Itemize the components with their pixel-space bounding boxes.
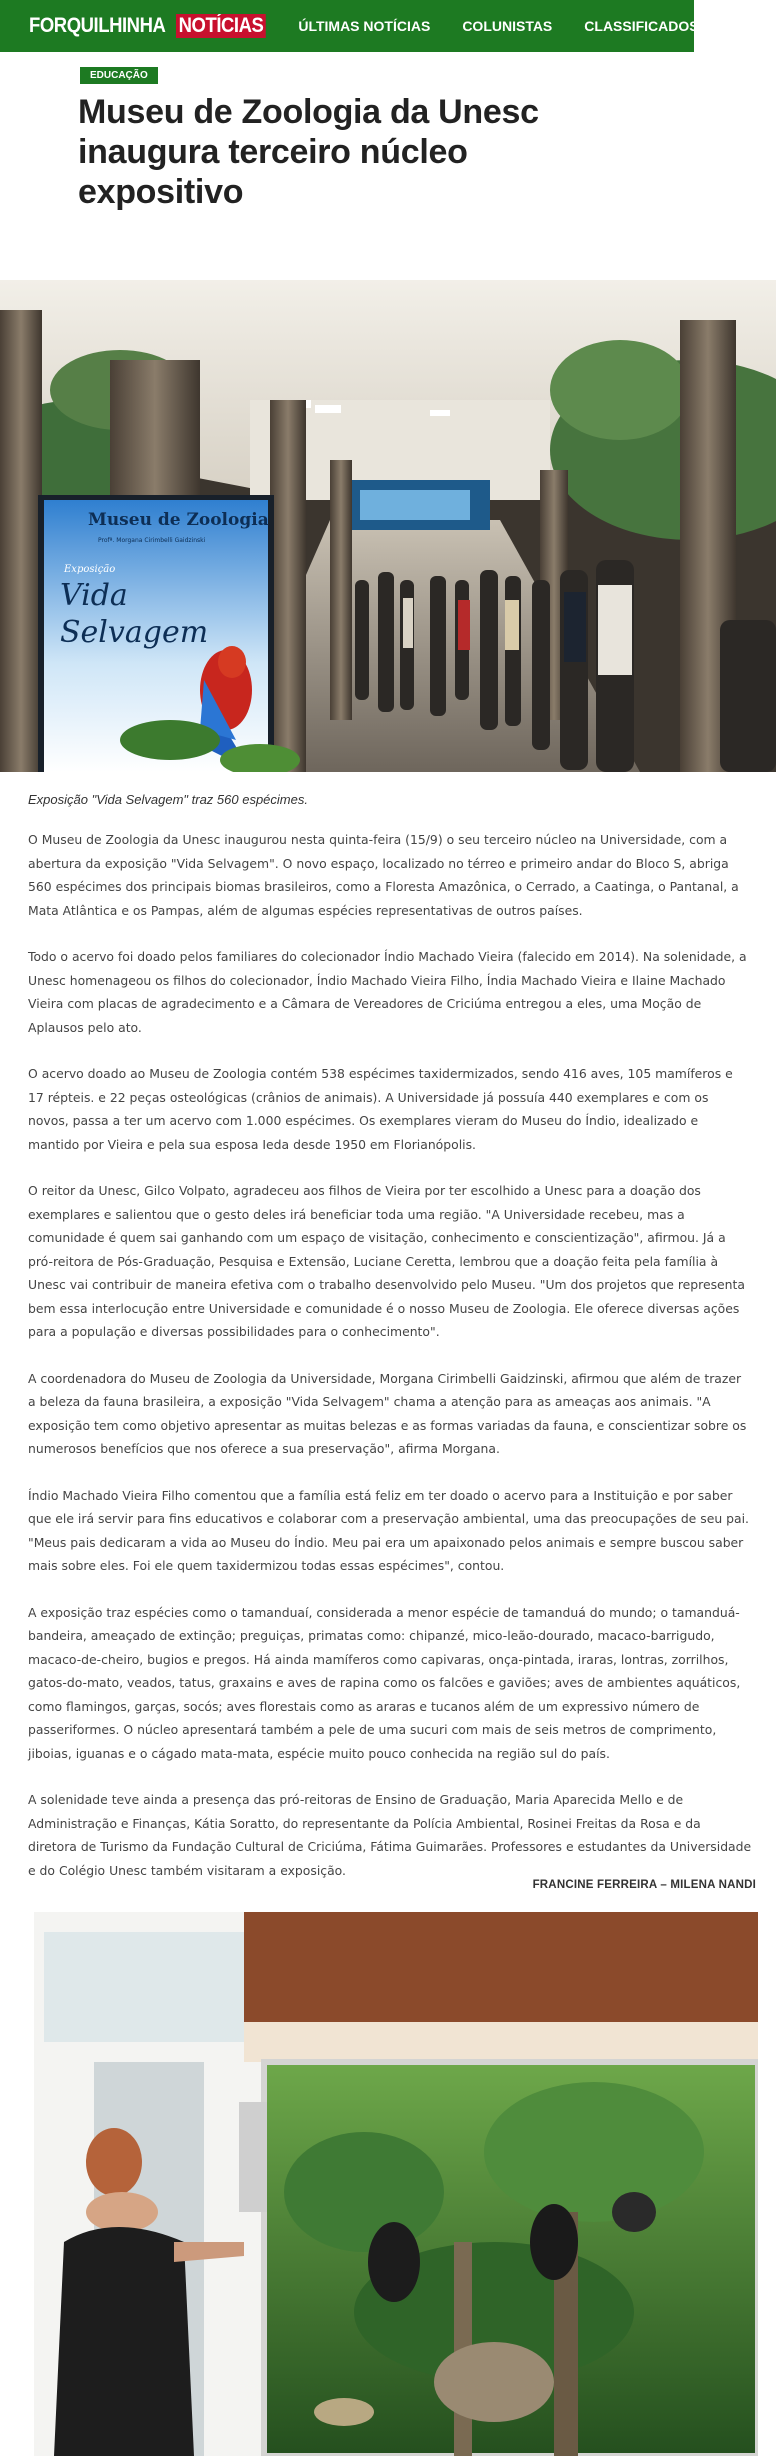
- category-badge[interactable]: EDUCAÇÃO: [80, 67, 158, 84]
- sign-exhibit-label: Exposição: [64, 564, 116, 575]
- photo-illustration: [34, 1912, 758, 2456]
- article-paragraph: Todo o acervo foi doado pelos familiares do colecionador Índio Machado Vieira (falecido em 2014). Na solenidade, a Unesc homenageou os filhos do colecionador, Índio Machado Vieira Filho, Índia Machado Vieira e Ilaine Machado Vieira com placas de agradecimento e a Câmara de Vereadores de Criciúma entregou a eles, uma Moção de Aplausos pelo ato.: [28, 949, 747, 1035]
- hero-image: [0, 280, 776, 772]
- article-paragraph: O acervo doado ao Museu de Zoologia contém 538 espécimes taxidermizados, sendo 416 aves, 105 mamíferos e 17 répteis. e 22 peças osteológicas (crânios de animais). A Universidade já possuía 440 exemplares e com os novos, passa a ter um acervo com 1.000 espécimes. Os exemplares vieram do Museu do Índio, idealizado e mantido por Vieira e pela sua esposa Ieda desde 1950 em Florianópolis.: [28, 1066, 733, 1152]
- top-navigation-bar: [0, 0, 712, 52]
- sign-exhibit-word-1: Vida: [60, 578, 128, 613]
- sign-exhibit-word-2: Selvagem: [60, 615, 209, 650]
- main-nav: [298, 18, 743, 34]
- article-paragraph: A solenidade teve ainda a presença das pró-reitoras de Ensino de Graduação, Maria Aparecida Mello e de Administração e Finanças, Kátia Soratto, do representante da Polícia Ambiental, Rosinei Freitas da Rosa e da diretora de Turismo da Fundação Cultural de Criciúma, Fátima Guimarães. Professores e estudantes da Universidade e do Colégio Unesc também visitaram a exposição.: [28, 1792, 752, 1878]
- logo-text-accent: NOTÍCIAS: [176, 14, 266, 38]
- article-paragraph: A coordenadora do Museu de Zoologia da Universidade, Morgana Cirimbelli Gaidzinski, afirmou que além de trazer a beleza da fauna brasileira, a exposição "Vida Selvagem" chama a atenção para as ameaças aos animais. "A exposição tem como objetivo apresentar as muitas belezas e as formas variadas da fauna, e conscientizar sobre os numerosos benefícios que nos oferece a sua preservação", afirma Morgana.: [28, 1370, 747, 1456]
- logo-text-main: FORQUILHINHA: [29, 14, 166, 37]
- nav-item-label: ÚLTIMAS NOTÍCIAS: [298, 18, 431, 34]
- nav-item-label: CLASSIFICADOS: [584, 18, 699, 34]
- sign-subtitle: Profª. Morgana Cirimbelli Gaidzinski: [98, 537, 206, 544]
- article-body: [28, 828, 752, 1905]
- hero-illustration: [0, 280, 776, 772]
- article-paragraph: O Museu de Zoologia da Unesc inaugurou nesta quinta-feira (15/9) o seu terceiro núcleo na Universidade, com a abertura da exposição "Vida Selvagem". O novo espaço, localizado no térreo e primeiro andar do Bloco S, abriga 560 espécimes dos principais biomas brasileiros, como a Floresta Amazônica, o Cerrado, a Caatinga, o Pantanal, a Mata Atlântica e os Pampas, além de algumas espécies representativas de outros países.: [28, 832, 739, 918]
- site-logo[interactable]: [29, 11, 278, 41]
- article-photo: [34, 1912, 758, 2456]
- photo-credit: FRANCINE FERREIRA – MILENA NANDI: [532, 1879, 756, 1891]
- nav-item-latest-news[interactable]: [298, 18, 430, 34]
- chevron-down-icon: ▼: [702, 22, 712, 33]
- article-paragraph: Índio Machado Vieira Filho comentou que a família está feliz em ter doado o acervo para a Instituição e por saber que ele irá servir para fins educativos e colaborar com a preservação ambiental, uma das preocupações de seu pai. "Meus pais dedicaram a vida ao Museu do Índio. Meu pai era um apaixonado pelos animais e sempre buscou saber mais sobre eles. Foi ele quem taxidermizou todas essas espécimes", contou.: [28, 1487, 749, 1573]
- nav-item-label: COLUNISTAS: [462, 18, 553, 34]
- article-paragraph: O reitor da Unesc, Gilco Volpato, agradeceu aos filhos de Vieira por ter escolhido a Unesc para a doação dos exemplares e salientou que o gesto deles irá beneficiar toda uma região. "A Universidade recebeu, mas a comunidade é quem sai ganhando com um espaço de visitação, conhecimento e conscientização", afirmou. Já a pró-reitora de Pós-Graduação, Pesquisa e Extensão, Luciane Ceretta, lembrou que a doação feita pela família à Unesc vai contribuir de maneira efetiva com o trabalho desenvolvido pelo Museu. "Um dos projetos que representa bem essa interlocução entre Universidade e comunidade é o nosso Museu de Zoologia. Ele oferece diversas ações para a população e diversas possibilidades para o conhecimento".: [28, 1183, 745, 1339]
- sign-title: Museu de Zoologia: [88, 510, 269, 530]
- nav-item-columnists[interactable]: [462, 18, 552, 34]
- article-title: Museu de Zoologia da Unesc inaugura terceiro núcleo expositivo: [78, 93, 539, 211]
- hero-caption: Exposição "Vida Selvagem" traz 560 espécimes.: [28, 792, 308, 807]
- nav-item-classifieds[interactable]: [584, 18, 711, 34]
- article-paragraph: A exposição traz espécies como o tamanduaí, considerada a menor espécie de tamanduá do mundo; o tamanduá-bandeira, ameaçado de extinção; preguiças, primatas como: chipanzé, mico-leão-dourado, macaco-barrigudo, macaco-de-cheiro, bugios e pregos. Há ainda mamíferos como capivaras, onça-pintada, iraras, lontras, zorrilhos, gatos-do-mato, veados, tatus, graxains e aves de rapina como os falcões e gaviões; aves de ambientes aquáticos, como flamingos, garças, socós; aves florestais como as araras e tucanos além de um expressivo número de passeriformes. O núcleo apresentará também a pele de uma sucuri com mais de seis metros de comprimento, jiboias, iguanas e o cágado mata-mata, espécie muito pouco conhecida na região sul do país.: [28, 1604, 741, 1761]
